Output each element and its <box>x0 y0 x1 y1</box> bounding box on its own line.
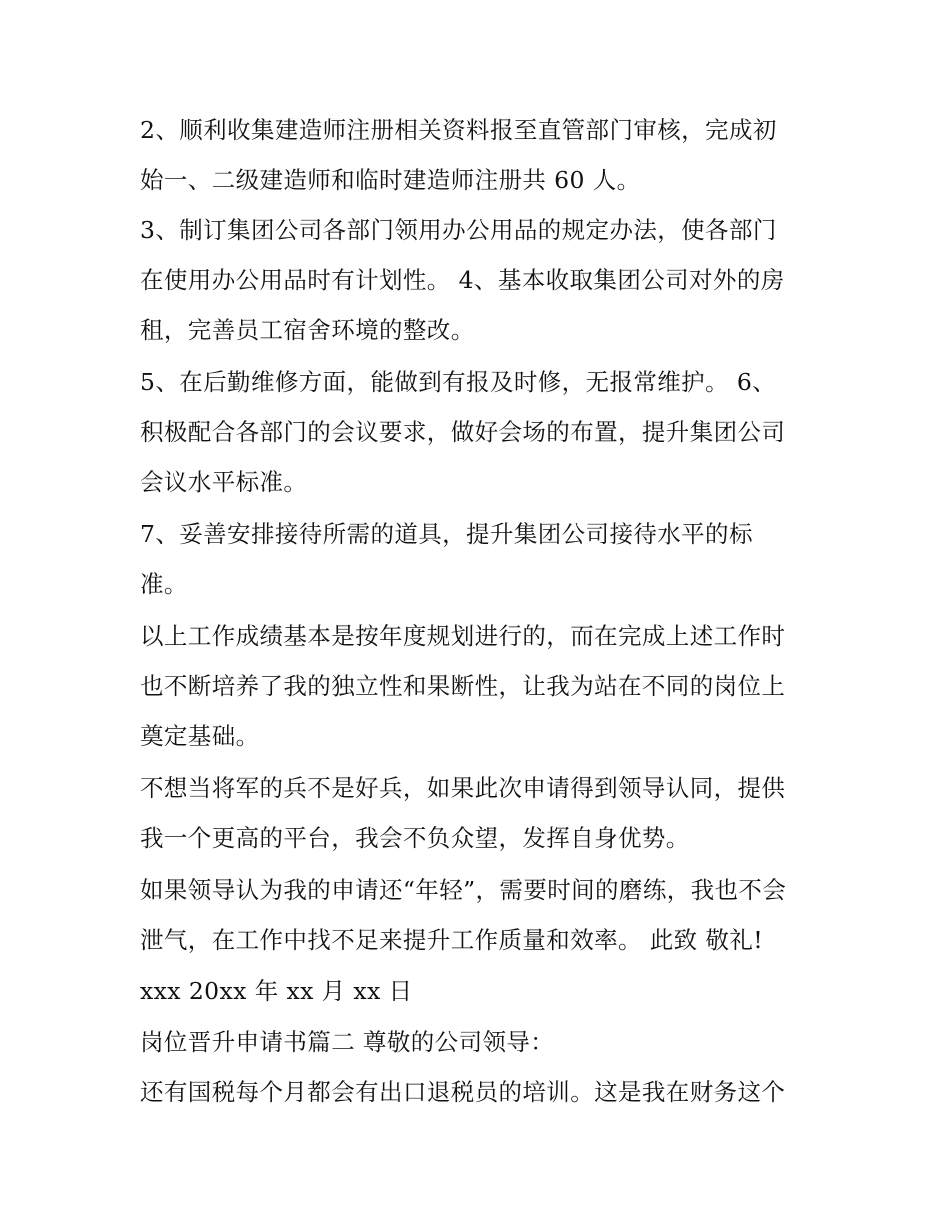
text-line: 岗位晋升申请书篇二 尊敬的公司领导： <box>140 1028 555 1056</box>
text-line: 我一个更高的平台，我会不负众望，发挥自身优势。 <box>140 824 690 852</box>
text-line: 如果领导认为我的申请还“年轻”，需要时间的磨练，我也不会 <box>140 876 787 904</box>
text-line: 还有国税每个月都会有出口退税员的培训。这是我在财务这个 <box>140 1078 786 1106</box>
text-line: 不想当将军的兵不是好兵，如果此次申请得到领导认同，提供 <box>140 774 786 802</box>
text-line: 在使用办公用品时有计划性。 4、基本收取集团公司对外的房 <box>140 266 785 294</box>
text-line: xxx 20xx 年 xx 月 xx 日 <box>140 977 413 1005</box>
text-line: 积极配合各部门的会议要求，做好会场的布置，提升集团公司 <box>140 418 786 446</box>
text-line: 奠定基础。 <box>140 722 260 750</box>
text-line: 租，完善员工宿舍环境的整改。 <box>140 316 475 344</box>
text-line: 准。 <box>140 570 188 598</box>
text-line: 7、妥善安排接待所需的道具，提升集团公司接待水平的标 <box>140 520 753 548</box>
text-line: 也不断培养了我的独立性和果断性，让我为站在不同的岗位上 <box>140 672 786 700</box>
text-line: 2、顺利收集建造师注册相关资料报至直管部门审核，完成初 <box>140 116 777 144</box>
text-line: 5、在后勤维修方面，能做到有报及时修，无报常维护。 6、 <box>140 368 777 396</box>
text-line: 3、制订集团公司各部门领用办公用品的规定办法，使各部门 <box>140 216 777 244</box>
text-line: 始一、二级建造师和临时建造师注册共 60 人。 <box>140 166 641 194</box>
text-line: 会议水平标准。 <box>140 468 308 496</box>
text-line: 泄气，在工作中找不足来提升工作质量和效率。 此致 敬礼! <box>140 926 764 954</box>
text-line: 以上工作成绩基本是按年度规划进行的，而在完成上述工作时 <box>140 622 786 650</box>
